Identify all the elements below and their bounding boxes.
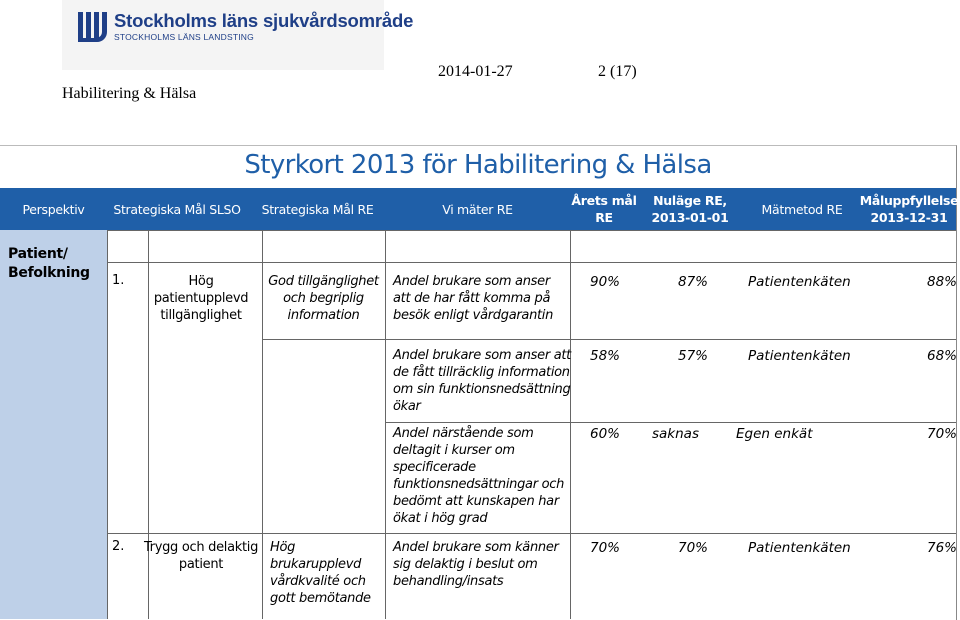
logo xyxy=(62,0,414,70)
page-number: 2 (17) xyxy=(598,63,637,80)
perspective-column-fill xyxy=(0,230,107,619)
slide-title: Styrkort 2013 för Habilitering & Hälsa xyxy=(244,150,712,180)
col-strategiska-mal-re: Strategiska Mål RE xyxy=(261,201,374,217)
measurement-method: Patientenkäten xyxy=(748,274,851,290)
col-perspektiv: Perspektiv xyxy=(22,201,85,217)
col-strategiska-mal-slso: Strategiska Mål SLSO xyxy=(113,201,241,217)
current-value: 70% xyxy=(678,540,709,556)
measurement-method: Patientenkäten xyxy=(748,348,851,364)
grid-line xyxy=(262,339,956,340)
result-value: 88% xyxy=(927,274,958,290)
re-goal: God tillgänglighet och begriplig information xyxy=(268,274,379,323)
re-goal: Hög brukarupplevd vårdkvalité och gott bemötande xyxy=(270,540,371,606)
col-arets-mal: Årets mål RE xyxy=(571,193,637,225)
grid-line xyxy=(385,230,386,619)
current-value: 87% xyxy=(678,274,709,290)
grid-line xyxy=(385,422,956,423)
grid-line xyxy=(570,230,571,619)
grid-line xyxy=(107,230,108,619)
grid-line xyxy=(107,230,956,231)
current-value: saknas xyxy=(652,426,699,442)
measurement-method: Patientenkäten xyxy=(748,540,851,556)
col-nulage: Nuläge RE, 2013-01-01 xyxy=(651,193,729,225)
logo-name: Stockholms läns sjukvårdsområde xyxy=(114,10,414,31)
current-value: 57% xyxy=(678,348,709,364)
landsting-logo-icon xyxy=(76,10,110,44)
grid-line xyxy=(107,262,956,263)
target-value: 58% xyxy=(590,348,621,364)
slso-goal: Hög patientupplevd tillgänglighet xyxy=(153,274,249,323)
goal-number: 2. xyxy=(112,539,125,554)
col-maluppfyllelse: Måluppfyllelse 2013-12-31 xyxy=(859,193,959,225)
col-vi-mater-re: Vi mäter RE xyxy=(442,201,513,217)
result-value: 68% xyxy=(927,348,958,364)
result-value: 76% xyxy=(927,540,958,556)
slso-goal: Trygg och delaktig patient xyxy=(143,540,259,572)
measure-text: Andel brukare som känner sig delaktig i beslut om behandling/insats xyxy=(393,540,559,589)
logo-subtitle: STOCKHOLMS LÄNS LANDSTING xyxy=(114,32,254,42)
result-value: 70% xyxy=(927,426,958,442)
document-unit: Habilitering & Hälsa xyxy=(62,85,197,102)
measure-text: Andel brukare som anser att de fått tillräcklig information om sin funktionsnedsättning ökar xyxy=(393,348,571,414)
goal-number: 1. xyxy=(112,273,125,288)
col-matmetod: Mätmetod RE xyxy=(761,201,843,217)
target-value: 90% xyxy=(590,274,621,290)
target-value: 70% xyxy=(590,540,621,556)
target-value: 60% xyxy=(590,426,621,442)
grid-line xyxy=(107,533,956,534)
measure-text: Andel brukare som anser att de har fått komma på besök enligt vårdgarantin xyxy=(393,274,554,323)
measurement-method: Egen enkät xyxy=(736,426,813,442)
measure-text: Andel närstående som deltagit i kurser om specificerade funktionsnedsättningar och bedömt att kunskapen har ökat i hög grad xyxy=(393,426,565,526)
document-date: 2014-01-27 xyxy=(438,63,513,80)
perspective-label: Patient/ Befolkning xyxy=(8,246,90,281)
